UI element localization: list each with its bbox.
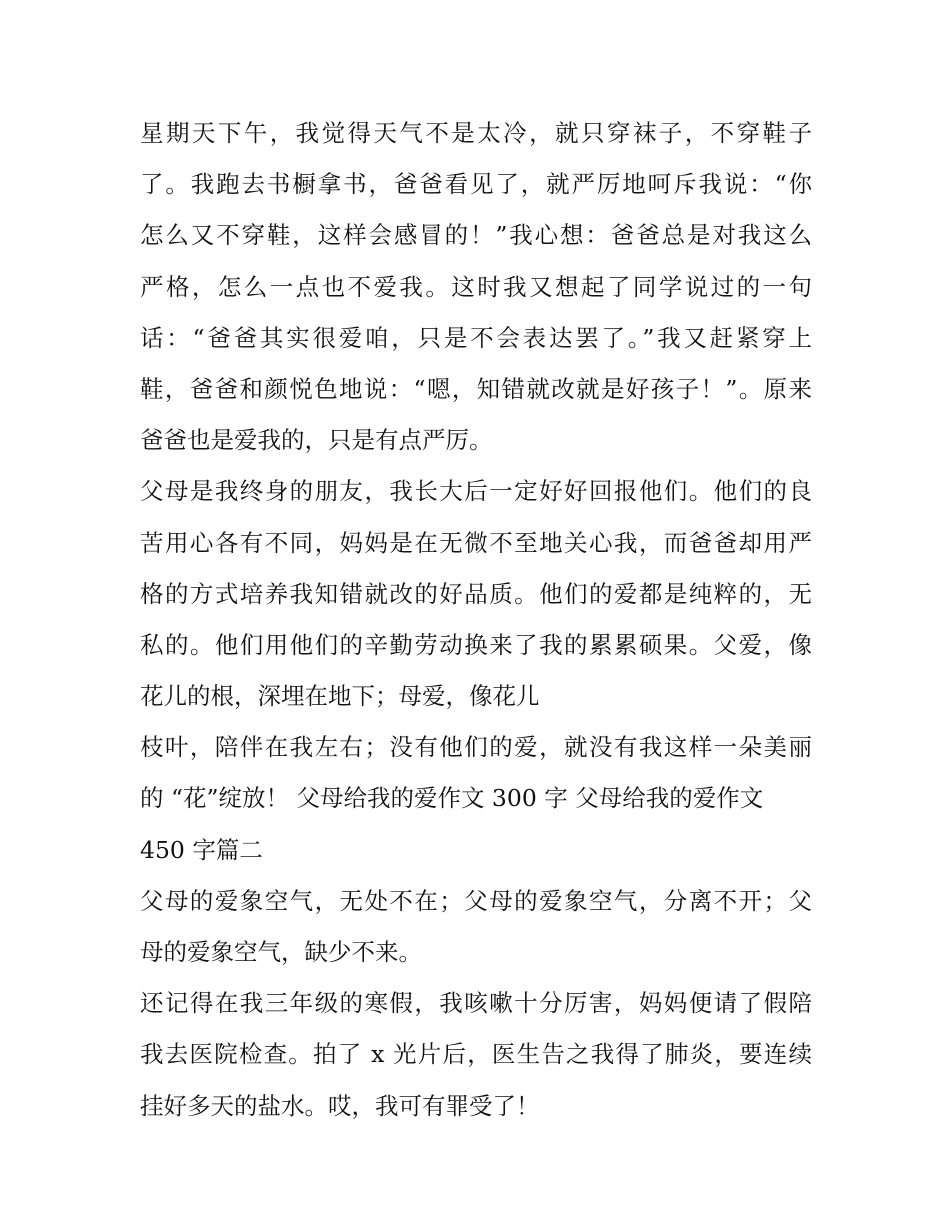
text-line: 还记得在我三年级的寒假，我咳嗽十分厉害，妈妈便请了假陪 — [140, 989, 812, 1018]
text-line: 星期天下午，我觉得天气不是太冷，就只穿袜子，不穿鞋子 — [140, 119, 812, 147]
text-line: 枝叶，陪伴在我左右；没有他们的爱，就没有我这样一朵美丽 — [140, 733, 812, 762]
text-line: 父母是我终身的朋友，我长大后一定好好回报他们。他们的良 — [140, 477, 812, 506]
text-line: 挂好多天的盐水。哎，我可有罪受了！ — [140, 1091, 540, 1120]
text-line: 父母的爱象空气，无处不在；父母的爱象空气，分离不开；父 — [140, 886, 812, 915]
text-line: 格的方式培养我知错就改的好品质。他们的爱都是纯粹的，无 — [140, 579, 812, 608]
document-body — [140, 108, 812, 1132]
text-line: 我去医院检查。拍了 x 光片后，医生告之我得了肺炎，要连续 — [140, 1040, 812, 1069]
text-line: 母的爱象空气，缺少不来。 — [140, 938, 422, 966]
text-line: 了。我跑去书橱拿书，爸爸看见了，就严厉地呵斥我说：“你 — [140, 170, 812, 199]
text-line: 450 字篇二 — [140, 835, 263, 864]
text-line: 花儿的根，深埋在地下；母爱，像花儿 — [140, 682, 540, 711]
text-line: 话：“爸爸其实很爱咱，只是不会表达罢了。”我又赶紧穿上 — [140, 323, 812, 352]
text-line: 严格，怎么一点也不爱我。这时我又想起了同学说过的一句 — [140, 272, 812, 301]
text-line: 的 “花”绽放！ 父母给我的爱作文 300 字 父母给我的爱作文 — [140, 784, 764, 813]
text-line: 怎么又不穿鞋，这样会感冒的！”我心想：爸爸总是对我这么 — [140, 221, 812, 250]
text-line: 苦用心各有不同，妈妈是在无微不至地关心我，而爸爸却用严 — [140, 528, 812, 557]
text-line: 鞋，爸爸和颜悦色地说：“嗯，知错就改就是好孩子！”。原来 — [140, 374, 812, 403]
text-line: 私的。他们用他们的辛勤劳动换来了我的累累硕果。父爱，像 — [140, 630, 812, 659]
text-line: 爸爸也是爱我的，只是有点严厉。 — [140, 426, 493, 455]
